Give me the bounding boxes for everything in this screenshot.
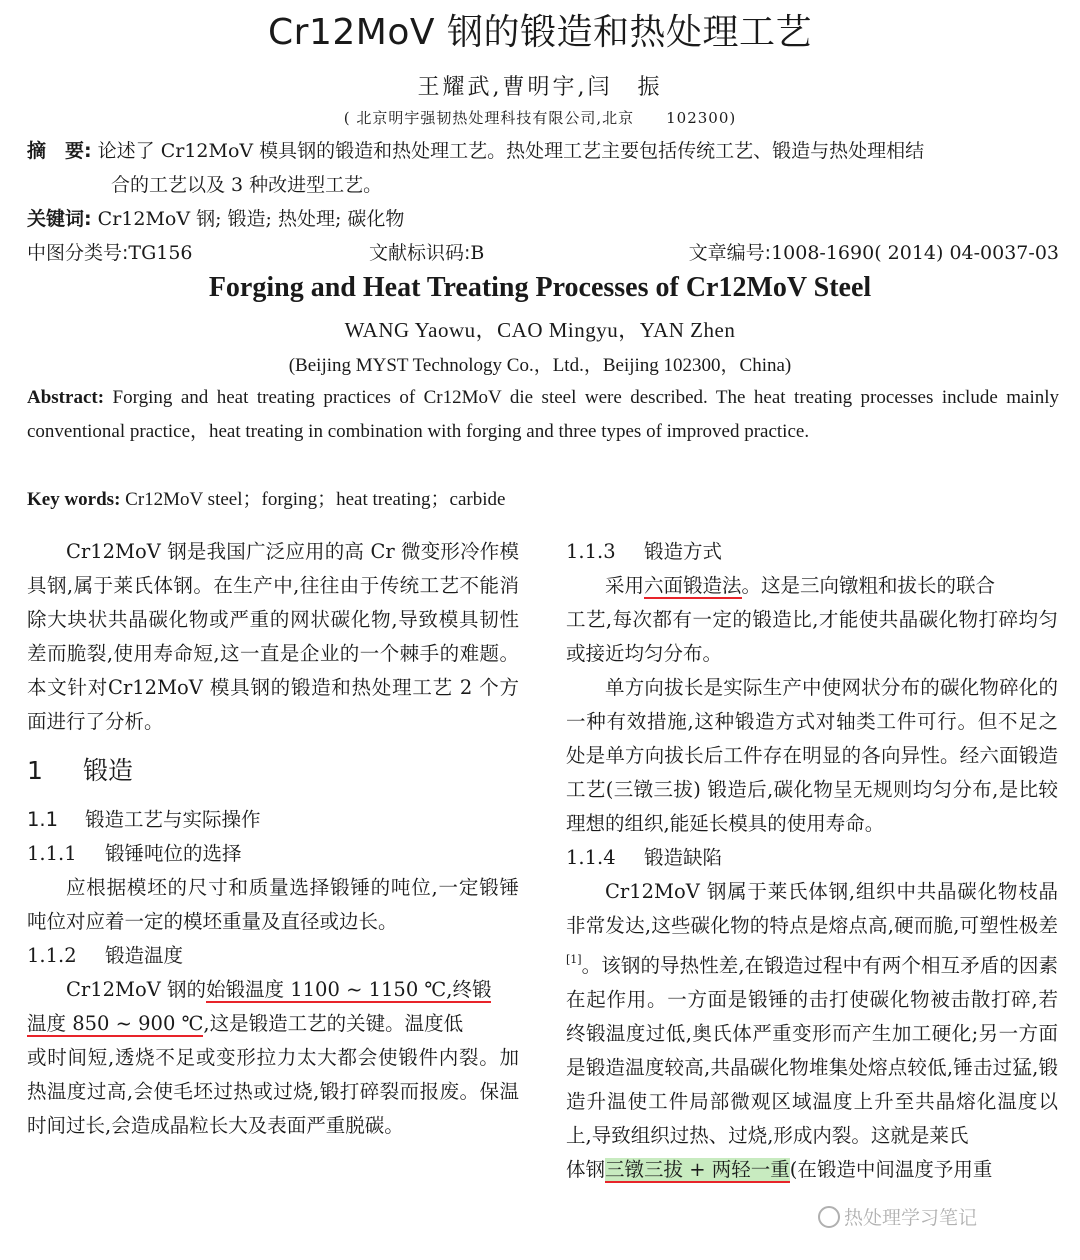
keywords-cn-value: Cr12MoV 钢; 锻造; 热处理; 碳化物: [97, 208, 405, 230]
section-1-1-2-body: 或时间短,透烧不足或变形拉力太大都会使锻件内裂。加热温度过高,会使毛坯过热或过烧,锻打碎裂而报废。保温时间过长,会造成晶粒长大及表面严重脱碳。: [27, 1046, 519, 1137]
section-1-1-3-body-2: 单方向拔长是实际生产中使网状分布的碳化物碎化的一种有效措施,这种锻造方式对轴类工件可行。但不足之处是单方向拔长后工件存在明显的各向异性。经六面锻造工艺(三镦三拔) 锻造后,碳化物呈无规则均匀分布,是比较理想的组织,能延长模具的使用寿命。: [566, 676, 1058, 835]
keywords-en-value: Cr12MoV steel；forging；heat treating；carbide: [125, 489, 506, 510]
authors-en: WANG Yaowu，CAO Mingyu，YAN Zhen: [344, 318, 736, 342]
right-column: [566, 535, 1058, 1187]
abstract-cn: [27, 136, 1059, 163]
clc-label: 中图分类号:: [27, 242, 129, 264]
watermark-text: 热处理学习笔记: [844, 1207, 978, 1229]
paper-title-cn: Cr12MoV 钢的锻造和热处理工艺: [268, 12, 812, 53]
keywords-label-cn: 关键词:: [27, 208, 92, 230]
classification-row: [27, 238, 1059, 266]
keywords-label-en: Key words:: [27, 489, 121, 510]
abstract-cn-line-2: 合的工艺以及 3 种改进型工艺。: [111, 174, 383, 196]
doc-label: 文献标识码:: [369, 242, 471, 264]
article-value: 1008-1690( 2014) 04-0037-03: [771, 242, 1059, 264]
watermark-logo-icon: [818, 1206, 840, 1228]
forging-temp-underline-2: 温度 850 ~ 900 ℃: [27, 1012, 204, 1035]
citation-1: [1]: [566, 953, 582, 966]
intro-paragraph: Cr12MoV 钢是我国广泛应用的高 Cr 微变形冷作模具钢,属于莱氏体钢。在生产中,往往由于传统工艺不能消除大块状共晶碳化物或严重的网状碳化物,导致模具韧性差而脆裂,使用寿命短,这一直是企业的一个棘手的难题。本文针对Cr12MoV 模具钢的锻造和热处理工艺 2 个方面进行了分析。: [27, 540, 519, 733]
article-number: [689, 238, 1059, 265]
article-label: 文章编号:: [688, 242, 772, 264]
forging-method-highlight: 三镦三拔 + 两轻一重: [605, 1158, 790, 1181]
section-1-1-3-heading: 1.1.3 锻造方式: [566, 540, 723, 563]
section-1-1-2-line-2: 温度 850 ~ 900 ℃,这是锻造工艺的关键。温度低: [27, 1012, 464, 1035]
abstract-en-text: Forging and heat treating practices of Cr12MoV die steel were described. The heat treating processes include mainly conventional practice，heat treating in combination with forging and three types of improved practice.: [27, 387, 1060, 442]
section-1-1-3-line-1: 采用六面锻造法。这是三向镦粗和拔长的联合: [605, 574, 996, 597]
section-1-1-1-heading: 1.1.1 锻锤吨位的选择: [27, 842, 242, 865]
section-1-heading: 1 锻造: [27, 756, 134, 785]
affiliation-cn: ( 北京明宇强韧热处理科技有限公司,北京 102300): [343, 109, 737, 127]
keywords-en: [27, 484, 1059, 511]
clc-value: TG156: [128, 242, 193, 264]
six-face-forging-underline: 六面锻造法: [644, 574, 742, 597]
section-1-1-3-body-1: 工艺,每次都有一定的锻造比,才能使共晶碳化物打碎均匀或接近均匀分布。: [566, 608, 1058, 665]
authors-cn: 王耀武,曹明宇,闫 振: [417, 75, 663, 100]
clc: [27, 238, 193, 265]
abstract-cn-line-1: 论述了 Cr12MoV 模具钢的锻造和热处理工艺。热处理工艺主要包括传统工艺、锻造与热处理相结: [97, 140, 925, 162]
section-1-1-1-body: 应根据模坯的尺寸和质量选择锻锤的吨位,一定锻锤吨位对应着一定的模坯重量及直径或边长。: [27, 876, 519, 933]
abstract-label-en: Abstract:: [27, 387, 105, 408]
section-1-1-4-heading: 1.1.4 锻造缺陷: [566, 846, 723, 869]
keywords-cn: [27, 204, 1059, 231]
doc-code: [369, 238, 484, 265]
left-column: [27, 535, 519, 1143]
watermark: [818, 1203, 977, 1230]
section-1-1-heading: 1.1 锻造工艺与实际操作: [27, 808, 261, 831]
doc-value: B: [470, 242, 485, 264]
section-1-1-4-body: Cr12MoV 钢属于莱氏体钢,组织中共晶碳化物枝晶非常发达,这些碳化物的特点是熔点高,硬而脆,可塑性极差[1]。该钢的导热性差,在锻造过程中有两个相互矛盾的因素在起作用。一方面是锻锤的击打使碳化物被击散打碎,若终锻温度过低,奥氏体严重变形而产生加工硬化;另一方面是锻造温度较高,共晶碳化物堆集处熔点较低,锤击过猛,锻造升温使工件局部微观区域温度上升至共晶熔化温度以上,导致组织过热、过烧,形成内裂。这就是莱氏: [566, 880, 1059, 1147]
section-1-1-2-line-1: Cr12MoV 钢的始锻温度 1100 ~ 1150 ℃,终锻: [66, 978, 492, 1001]
section-1-1-4-last-line: 体钢三镦三拔 + 两轻一重(在锻造中间温度予用重: [566, 1158, 993, 1181]
abstract-en: [27, 381, 1059, 449]
forging-temp-underline-1: 始锻温度 1100 ~ 1150 ℃,终锻: [206, 978, 492, 1001]
paper-title-en: Forging and Heat Treating Processes of Cr12MoV Steel: [208, 272, 872, 303]
affiliation-en: (Beijing MYST Technology Co.，Ltd.，Beijing 102300，China): [288, 355, 792, 376]
abstract-label-cn: 摘 要:: [27, 140, 92, 162]
section-1-1-2-heading: 1.1.2 锻造温度: [27, 944, 184, 967]
